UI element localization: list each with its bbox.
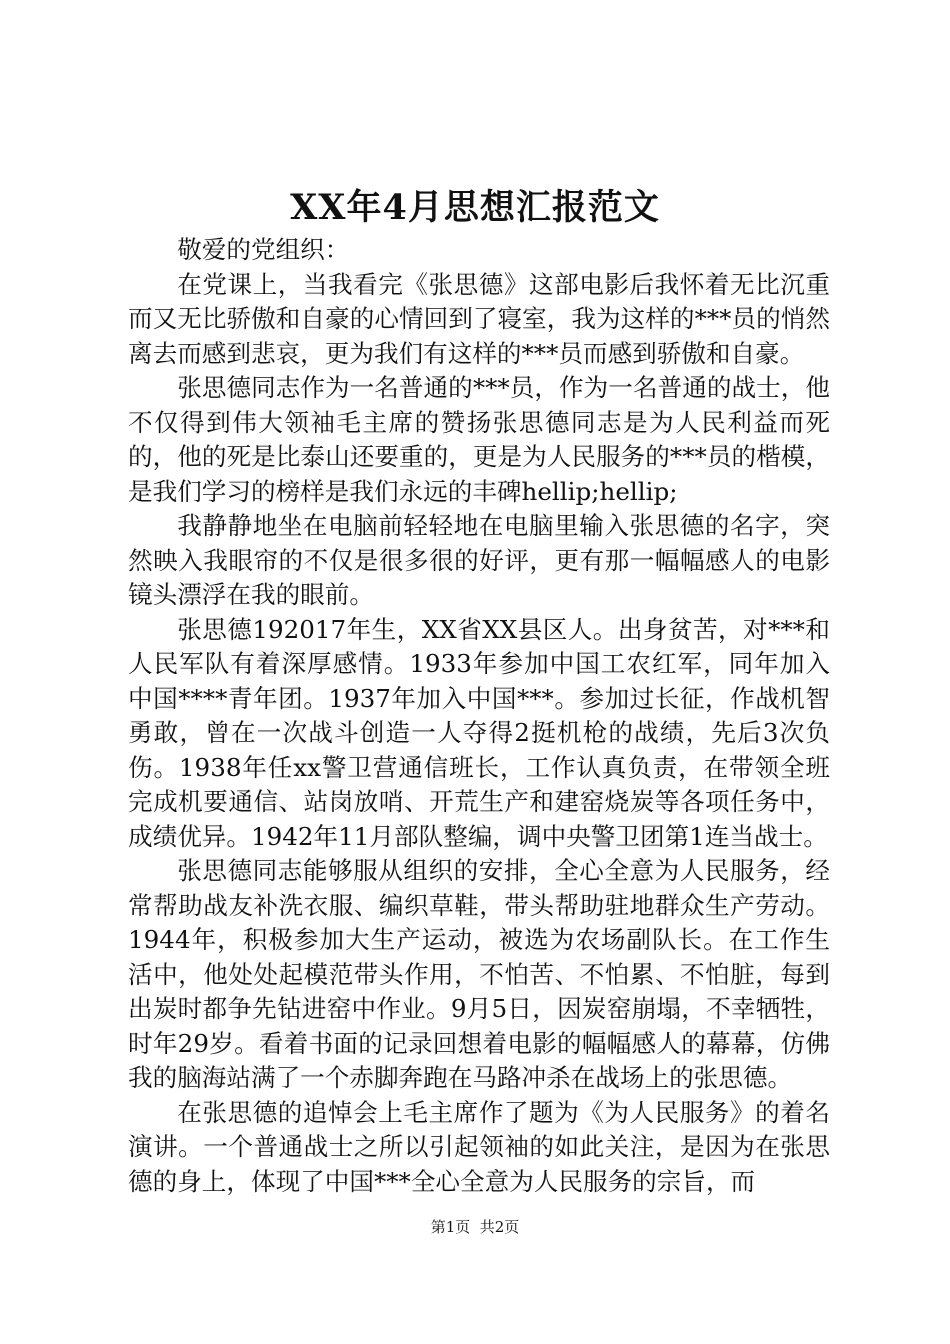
document-title: XX年4月思想汇报范文 bbox=[290, 187, 660, 228]
paragraph-3: 我静静地坐在电脑前轻轻地在电脑里输入张思德的名字，突然映入我眼帘的不仅是很多很的好评，更有那一幅幅感人的电影镜头漂浮在我的眼前。 bbox=[128, 511, 830, 609]
paragraph-1: 在党课上，当我看完《张思德》这部电影后我怀着无比沉重而又无比骄傲和自豪的心情回到了寝室，我为这样的***员的悄然离去而感到悲哀，更为我们有这样的***员而感到骄傲和自豪。 bbox=[128, 269, 830, 368]
paragraph-2: 张思德同志作为一名普通的***员，作为一名普通的战士，他不仅得到伟大领袖毛主席的赞扬张思德同志是为人民利益而死的，他的死是比泰山还要重的，更是为人民服务的***员的楷模，是我们学习的榜样是我们永远的丰碑hellip;hellip; bbox=[128, 373, 830, 506]
document-body bbox=[128, 233, 830, 1199]
page-footer: 第1页 共2页 bbox=[430, 1218, 520, 1236]
paragraph-5: 张思德同志能够服从组织的安排，全心全意为人民服务，经常帮助战友补洗衣服、编织草鞋，带头帮助驻地群众生产劳动。1944年，积极参加大生产运动，被选为农场副队长。在工作生活中，他处处起模范带头作用，不怕苦、不怕累、不怕脏，每到出炭时都争先钻进窑中作业。9月5日，因炭窑崩塌，不幸牺牲，时年29岁。看着书面的记录回想着电影的幅幅感人的幕幕，仿佛我的脑海站满了一个赤脚奔跑在马路冲杀在战场上的张思德。 bbox=[128, 856, 830, 1092]
paragraph-4: 张思德192017年生，XX省XX县区人。出身贫苦，对***和人民军队有着深厚感情。1933年参加中国工农红军，同年加入中国****青年团。1937年加入中国***。参加过长征，作战机智勇敢，曾在一次战斗创造一人夺得2挺机枪的战绩，先后3次负伤。1938年任xx警卫营通信班长，工作认真负责，在带领全班完成机要通信、站岗放哨、开荒生产和建窑烧炭等各项任务中，成绩优异。1942年11月部队整编，调中央警卫团第1连当战士。 bbox=[128, 614, 830, 851]
salutation: 敬爱的党组织： bbox=[177, 235, 350, 264]
paragraph-6: 在张思德的追悼会上毛主席作了题为《为人民服务》的着名演讲。一个普通战士之所以引起领袖的如此关注，是因为在张思德的身上，体现了中国***全心全意为人民服务的宗旨，而 bbox=[128, 1097, 830, 1196]
